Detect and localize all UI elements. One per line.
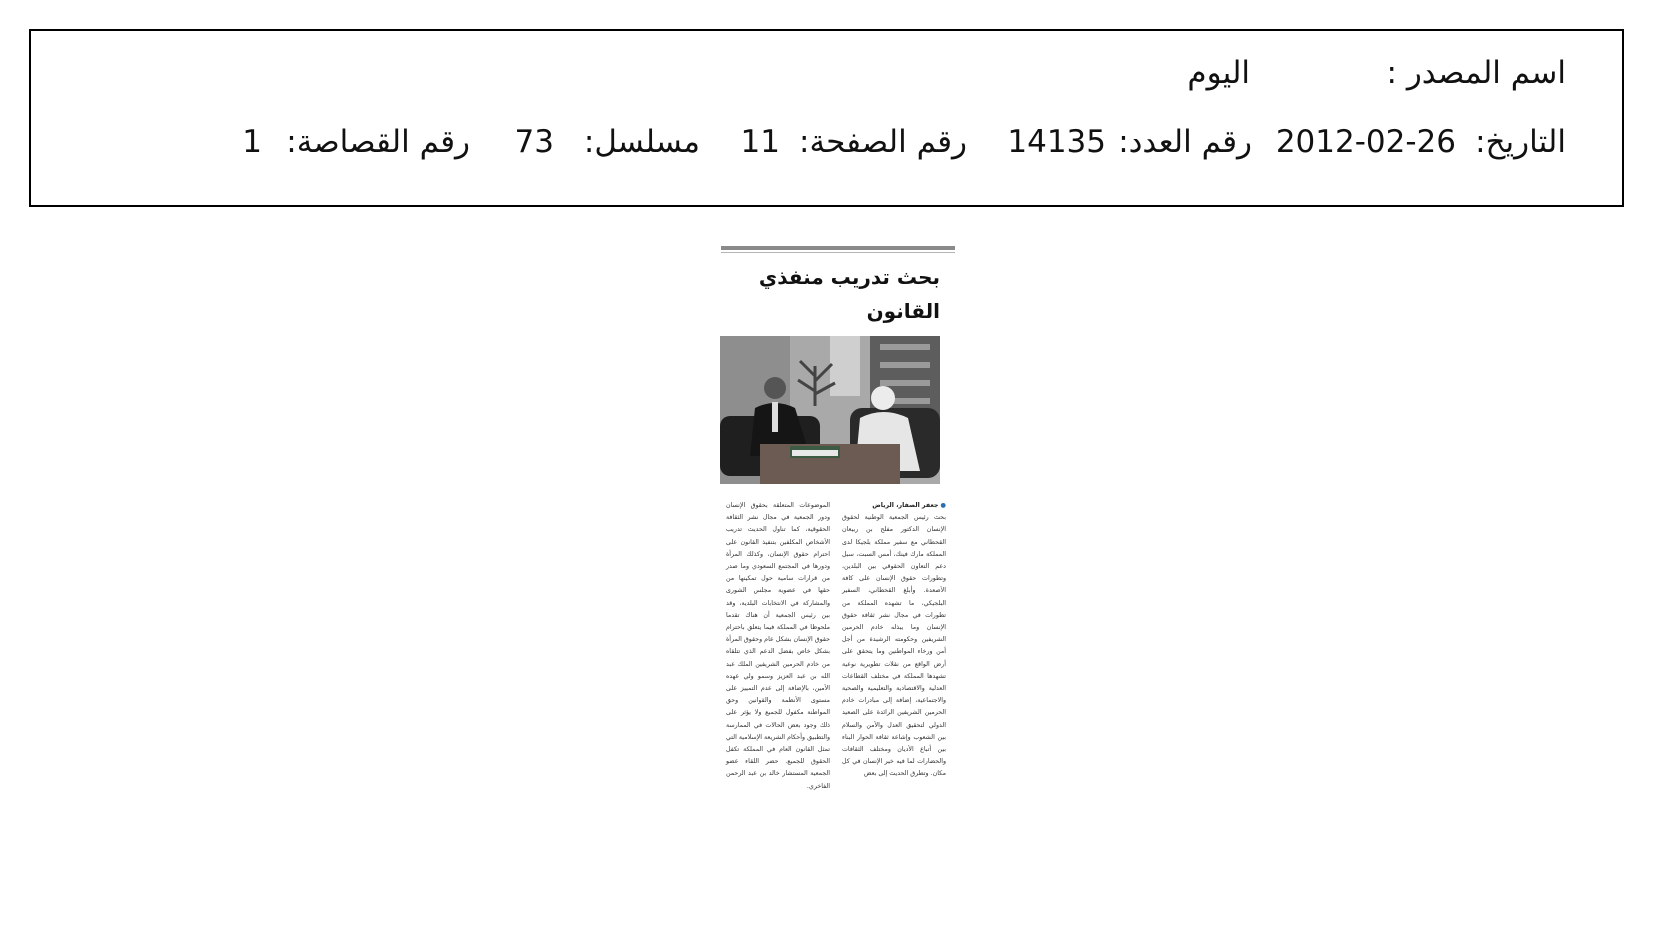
article-column-left [726,500,830,793]
issue-value: 14135 [1007,124,1106,160]
article-column-right [842,500,946,781]
top-rule [721,246,955,250]
meeting-photo-illustration [720,336,940,484]
top-rule-thin [721,252,955,253]
source-label: اسم المصدر : [1386,55,1566,91]
clip-number-value: 1 [242,124,262,160]
source-value: اليوم [1187,55,1250,91]
article-text-right: بحث رئيس الجمعية الوطنية لحقوق الإنسان الدكتور مفلح بن ربيعان القحطاني مع سفير مملكة بلجيكا لدى المملكة مارك فينك، أمس السبت، سبل دعم التعاون الحقوقي بين البلدين، وتطورات حقوق الإنسان على كافة الأصعدة. وأبلغ القحطاني، السفير البلجيكي، ما تشهده المملكة من تطورات في مجال نشر ثقافة حقوق الإنسان وما يبذله خادم الحرمين الشريفين وحكومته الرشيدة من أجل أمن ورخاء المواطنين وما يتحقق على أرض الواقع من نقلات تطويرية نوعية تشهدها المملكة في مختلف القطاعات العدلية والاقتصادية والتعليمية والصحية والاجتماعية، إضافة إلى مبادرات خادم الحرمين الشريفين الرائدة على الصعيد الدولي لتحقيق العدل والأمن والسلام بين الشعوب وإشاعة ثقافة الحوار البناء بين أتباع الأديان ومختلف الثقافات والحضارات لما فيه خير الإنسان في كل مكان. وتطرق الحديث إلى بعض [842,514,946,778]
article-photo [720,336,940,484]
date-value: 2012-02-26 [1275,124,1456,160]
clipping-header [29,29,1624,207]
bullet-icon: ● [940,502,946,509]
article-byline: جعفر الصفار، الرياض [872,502,939,509]
headline-line-1: بحث تدريب منفذي القانون [758,265,940,323]
clip-number-label: رقم القصاصة: [286,124,470,160]
serial-value: 73 [514,124,554,160]
serial-label: مسلسل: [583,124,700,160]
date-label: التاريخ: [1475,124,1566,160]
page-value: 11 [740,124,780,160]
page-label: رقم الصفحة: [799,124,967,160]
issue-label: رقم العدد: [1118,124,1252,160]
newspaper-clipping [718,238,958,898]
article-text-left: الموضوعات المتعلقة بحقوق الإنسان ودور الجمعية في مجال نشر الثقافة الحقوقية، كما تناول الحديث تدريب الأشخاص المكلفين بتنفيذ القانون على احترام حقوق الإنسان، وكذلك المرأة ودورها في المجتمع السعودي وما صدر من قرارات سامية حول تمكينها من حقها في عضوية مجلس الشورى والمشاركة في الانتخابات البلدية، وقد بين رئيس الجمعية أن هناك تقدما ملحوظا في المملكة فيما يتعلق باحترام حقوق الإنسان بشكل عام وحقوق المرأة بشكل خاص بفضل الدعم الذي تتلقاه من خادم الحرمين الشريفين الملك عبد الله بن عبد العزيز وسمو ولي عهده الأمين، بالإضافة إلى عدم التمييز على مستوى الأنظمة والقوانين وحق المواطنة مكفول للجميع ولا يؤثر على ذلك وجود بعض الحالات في الممارسة والتطبيق وأحكام الشريعة الإسلامية التي تمثل القانون العام في المملكة تكفل الحقوق للجميع. حضر اللقاء عضو الجمعية المستشار خالد بن عبد الرحمن الفاخري. [726,502,830,790]
